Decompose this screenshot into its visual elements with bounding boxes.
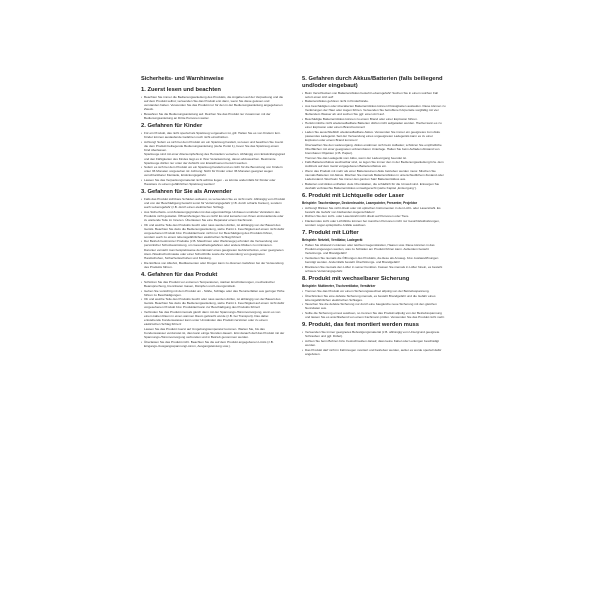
bullet-item: • Aus beschädigten oder überalterten Batterien/Akkus können Flüssigkeiten auslaufen. Diese können zu Verätzungen der Haut oder Augen führen. Verwenden Sie betroffene Körperteile sorgfältig mit viel fließendem Wasser ab und suchen Sie ggf. einen Arzt auf. <box>302 104 446 116</box>
bullet-item: • Lassen Sie das Verpackungsmaterial nicht achtlos liegen - es könnte andernfalls für Kinder oder Haustiere zu einem gefährlichen Spielzeug werden! <box>141 178 285 186</box>
bullet-item: • Batterien/Akkus gehören nicht in Kinderhände. <box>302 99 446 103</box>
section <box>302 193 446 228</box>
bullet-item: • Überbrücken Sie eine defekte Sicherung niemals, es besteht Brandgefahr und die Gefahr eines lebensgefährlichen elektrischen Schlages. <box>302 294 446 302</box>
bullet-item: • Falls Batterien/Akkus wechselbar sind, so legen Sie immer den in der Bedienungsanleitung bzw. dem Aufdruck auf dem Gerät vorgegebenen Batterien/Akkus ein. <box>302 160 446 168</box>
paragraph-item: Trennen Sie das Ladegerät vom Akku, wenn der Ladevorgang beendet ist. <box>305 155 407 160</box>
bullet-item: • Der Betrieb bestimmter Produkte (z.B. Maschinen oder Werkzeuge) erfordert die Verwendung von persönlicher Schutzausrüstung, um Gesundheitsgefahren oder andere Risiken zu minimieren. <box>141 239 285 247</box>
bullet-item: • Überlasten Sie das Produkt nicht. Beachten Sie die auf dem Produkt angegebenen Limits (z.B. Eingangs-/Ausgangsspannung/-strom, Ausgangsleistung usw.). <box>141 340 285 348</box>
bullet-item: • Verdecken Sie niemals die Öffnungen des Produkts, da diese als Ansaug- bzw. Auslassöffnungen benötigt werden. Andernfalls besteht Überhitzungs- und Brandgefahr! <box>302 256 446 264</box>
section <box>302 76 446 190</box>
bullet-item: • Batterien und Akkus enthalten viele Chemikalien, die schädlich für die Umwelt sind. Entsorgen Sie deshalb verbrauchte Batterien/Akkus umweltgerecht (siehe Kapitel „Entsorgung“). <box>302 182 446 190</box>
section-title: 5. Gefahren durch Akkus/Batterien (falls beiliegend und/oder eingebaut) <box>302 76 443 89</box>
section-subtitle: Beispiele: Netzteil, Ventilator, Ladegerät <box>302 238 363 243</box>
bullet-item: • Beschädigte Batterien/Akkus können zu einem Brand oder einer Explosion führen. <box>302 117 446 121</box>
section <box>141 87 285 120</box>
paragraph-item: Lassen Sie das Produkt zuerst auf Umgebungstemperatur kommen. Warten Sie, bis das Kondenswasser verdunstet ist, dies kann einige Stunden dauern. Erst danach darf das Produkt mit der Spannungs-/Stromversorgung verbunden und in Betrieb genommen werden. <box>144 326 285 339</box>
bullet-item: • Ob und welche Teile des Produkts feucht oder nass werden dürfen, ist abhängig von der Bauart des Geräts. Beachten Sie dazu die Bedienungsanleitung, siehe Punkt 1. Feuchtigkeit auf einem nicht dafür vorgesehenen Produkt bzw. Produktteil kann zur Beschädigung des Produkts führen! <box>141 297 285 309</box>
bullet-item: • Beachten Sie immer die Bedienungsanleitung des Produkts, die Angaben auf der Verpackung und die auf dem Produkt selbst; verwenden Sie das Produkt erst dann, wenn Sie diese gelesen und verstanden haben. Verwenden Sie das Produkt nur für den in der Bedienungsanleitung angegebenen Zweck. <box>141 95 285 111</box>
bullet-item: • Falls das Produkt sichtbare Schäden aufweist, so verwenden Sie es nicht mehr. Abhängig vom Produkt und von der Beschädigung besteht sonst für Verletzungsgefahr (z.B. durch scharfe Kanten), sondern auch Lebensgefahr (z.B. durch einen elektrischen Schlag). <box>141 197 285 209</box>
bullet-item: • Achtung! Blicken Sie nicht direkt oder mit optischen Instrumenten in den Licht- oder Laserstrahl. Es besteht die Gefahr von bleibenden Augenschäden! <box>302 206 446 214</box>
paragraph-item: Überwachen Sie den Ladevorgang. Akkus erwärmen sich beim Aufladen; schützen Sie empfindliche Oberflächen mit einer geeigneten unbrennbaren Unterlage. Halten Sie beim Aufladen Abstand von brennbaren Objekten (z.B. Papier). <box>305 142 442 155</box>
bullet-item: • Gehen Sie vorsichtig mit dem Produkt um - Stöße, Schläge oder das Herunterfallen aus geringer Höhe führen zu Beschädigungen. <box>141 289 285 297</box>
section-list <box>302 91 446 190</box>
bullet-item: • Laden Sie ausschließlich wiederaufladbare Akkus. Verwenden Sie immer ein geeignetes zum Akku passendes Ladegerät. Seit der Verwendung eines ungeeigneten Ladegeräts kann es zu einer Explosion oder einem Brand kommen! <box>302 130 446 142</box>
bullet-item: • Für ein Produkt, das nicht speziell als Spielzeug vorgesehen ist, gilt: Halten Sie es von Kindern fern. Kinder können auslaufende Gefahren noch nicht einschätzen. <box>141 131 285 139</box>
section-list <box>302 206 446 227</box>
bullet-item: • Sollte die Sicherung erneut auslösen, so trennen Sie das Produkt allpolig von der Betriebsspannung und lassen Sie es anschließend von einem Fachmann prüfen. Verwenden Sie das Produkt nicht mehr. <box>302 311 446 319</box>
paragraph-item: Spielzeuge sind mit einer Altersempfehlung des Herstellers versehen. Abhängig vom Entwicklungsgrad und den Fähigkeiten des Kindes liegt es in Ihrer Verantwortung, davon abzuweichen. Bestimmte Spielzeuge dürfen nur unter der Aufsicht von Erwachsenen benutzt werden. <box>144 152 285 165</box>
section <box>141 189 285 269</box>
bullet-item: • Tauschen Sie die defekte Sicherung nur durch eine baugleiche neue Sicherung mit den gleichen Nenndaten aus. <box>302 302 446 310</box>
section-list <box>302 243 446 273</box>
section-title: 1. Zuerst lesen und beachten <box>141 87 221 93</box>
section-list <box>302 289 446 319</box>
paragraph-item: Darunter versteht man beispielsweise den Einsatz eines geeigneten Gehörschutzes, einer geeigneten Atem-/Staubschutzmaske oder einer Schutzbrille sowie die Verwendung von geeigneten Handschuhen, Sicherheitsschuhen und Kleidung. <box>144 248 284 261</box>
section <box>302 322 446 356</box>
left-column <box>141 76 285 526</box>
section-title: 9. Produkt, das fest montiert werden muss <box>302 322 419 329</box>
bullet-item: • Halten Sie Abstand zu kleinen oder leichten Gegenständen, Haaren usw. Diese könnten in das Produkt eingesogen werden, was zu Schäden am Produkt führen kann. Außerdem besteht Verletzungs- und Brandgefahr! <box>302 243 446 255</box>
section-list <box>141 95 285 120</box>
bullet-item: • Ob und welche Teile des Produkts feucht oder nass werden dürfen, ist abhängig von der Bauart des Geräts. Beachten Sie dazu die Bedienungsanleitung, siehe Punkt 1. Feuchtigkeit auf einem nicht dafür vorgesehenen Produkt bzw. Produktteil kann nicht nur zur Beschädigung des Produkts führen, sondern auch zu einem lebensgefährlichen elektrischen Schlag führen! <box>141 223 285 239</box>
section-list <box>302 330 446 355</box>
bullet-item: • Beim Verschlucken von Batterien/Akkus besteht Lebensgefahr! Suchen Sie in einem solchen Fall sofort einen Arzt auf! <box>302 91 446 99</box>
bullet-item: • Richten Sie den Licht- oder Laserstrahl nicht direkt auf Personen oder Tiere. <box>302 214 446 218</box>
section-list <box>141 197 285 269</box>
section-title: 3. Gefahren für Sie als Anwender <box>141 189 232 196</box>
right-column <box>302 76 446 496</box>
document-title: Sicherheits- und Warnhinweise <box>141 76 224 82</box>
section-title: 4. Gefahren für das Produkt <box>141 271 218 278</box>
bullet-item: • Bewahren Sie die Bedienungsanleitung auf. Reichen Sie das Produkt nur zusammen mit der Bedienungsanleitung an Dritte Personen weiter. <box>141 112 285 120</box>
bullet-item: • Herkömmliche nicht wiederaufladbare Batterien dürfen nicht aufgeladen werden. Hierbei kann es zu einer Explosion oder einem Brand kommen! <box>302 121 446 129</box>
bullet-item: • Trennen Sie das Produkt vor einem Sicherungswechsel allpolig von der Betriebsspannung. <box>302 289 446 293</box>
section-list <box>141 280 285 348</box>
bullet-item: • Achten Sie beim Bohren bzw. Festschrauben darauf, dass keine Kabel oder Leitungen beschädigt werden. <box>302 339 446 347</box>
bullet-item: • Verwenden Sie immer geeignetes Befestigungsmaterial (z.B. abhängig vom Untergrund geeignete Schrauben und ggf. Dübel). <box>302 330 446 338</box>
section-subtitle: Beispiele: Taschenlampe, Deckenleuchte, Laserpointer, Presenter, Projektor <box>302 200 418 205</box>
section-list <box>141 131 285 186</box>
bullet-item: • Flackerndes Licht oder Lichtblitze können bei manchen Personen nicht nur Gesichtsfeldstörungen, sondern sogar epileptische Anfälle auslösen. <box>302 219 446 227</box>
bullet-item: • Achtung! Sofern es sich bei dem Produkt um ein Spielzeug handelt, so lesen und beachten Sie zuerst die dem Produkt beiliegende Bedienungsanleitung (siehe Punkt 1), bevor Sie das Spielzeug einem Kind überlassen. <box>141 140 285 152</box>
section-title: 6. Produkt mit Lichtquelle oder Laser <box>302 192 405 199</box>
bullet-item: • Aus Sicherheits- und Zulassungsgründen ist das eigenmächtige Umbauen und/oder Verändern des Produkts nicht gestattet. Öffnen/Zerlegen Sie es nicht! Es sind keinerlei von Ihnen einzustellende oder zu wartende Teile im Inneren. Überlassen Sie eine Reparatur einem Fachmann. <box>141 210 285 222</box>
section-title: 8. Produkt mit wechselbarer Sicherung <box>302 275 410 282</box>
section <box>141 123 285 186</box>
section-title: 7. Produkt mit Lüfter <box>302 230 359 237</box>
bullet-item: • Sofern es sich bei dem Produkt um ein Spielzeug handelt und es nicht für die Benutzung von Kindern unter 36 Monaten vorgesehen ist: Achtung: Nicht für Kinder unter 36 Monaten geeignet wegen verschluckbarer Kleinteile, Erstickungsgefahr. <box>141 165 285 177</box>
bullet-item: • Blockieren Sie niemals den Lüfter in seiner Funktion. Fassen Sie niemals in Lüfter hinein, es besteht schwere Verletzungsgefahr. <box>302 265 446 273</box>
bullet-item: • Schützen Sie das Produkt vor extremen Temperaturen, starken Erschütterungen, mechanischer Beanspruchung, brennbaren Gasen, Dämpfen und Lösungsmitteln. <box>141 280 285 288</box>
bullet-item: • Das Produkt darf nicht in Fahrzeugen montiert und betrieben werden, außer es wurde speziell dafür angeboten. <box>302 348 446 356</box>
bullet-item: • Verbinden Sie das Produkt niemals gleich dann mit der Spannungs-/Stromversorgung, wenn es von einem kalten Raum in einen warmen Raum gebracht wurde (z.B. bei Transport). Das dabei entstehende Kondenswasser kann unter Umständen das Produkt zerstören oder zu einem elektrischen Schlag führen! <box>141 310 285 326</box>
section <box>141 272 285 348</box>
section <box>302 276 446 319</box>
section <box>302 230 446 273</box>
section-title: 2. Gefahren für Kinder <box>141 122 203 129</box>
bullet-item: • Wenn das Produkt mit mehr als einer Batterie/einem Akku betrieben werden muss: Mischen Sie niemals Batterien mit Akkus. Mischen Sie niemals Batterien/Akkus in unterschiedlichem Zustand oder Ladezustand. Wechseln Sie immer den ganzen Satz Batterien/Akkus aus. <box>302 169 446 181</box>
bullet-item: • Die Einfluss von Alkohol, Medikamenten oder Drogen kann zu diversen Gefahren bei der Verwendung des Produkts führen. <box>141 261 285 269</box>
section-subtitle: Beispiele: Multimeter, Tischventilator, Verstärker <box>302 283 376 288</box>
